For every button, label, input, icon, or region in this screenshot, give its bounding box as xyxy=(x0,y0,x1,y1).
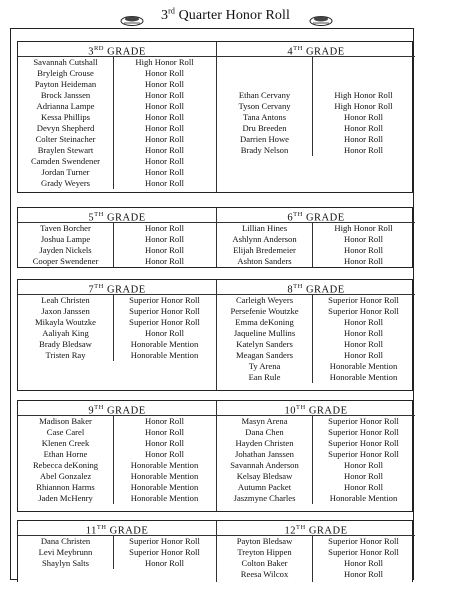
honor-row xyxy=(18,90,216,101)
student-name: Joshua Lampe xyxy=(40,234,91,244)
student-name: Rebecca deKoning xyxy=(32,460,99,470)
grade-heading: 4TH GRADE xyxy=(217,42,415,57)
honor-status: Honorable Mention xyxy=(329,372,398,382)
student-name: Colton Baker xyxy=(241,558,288,568)
honor-status: Honor Roll xyxy=(145,223,184,233)
honor-status: Honor Roll xyxy=(145,256,184,266)
honor-row xyxy=(18,256,216,267)
honor-row xyxy=(18,68,216,79)
grade-section xyxy=(217,208,415,267)
honor-row xyxy=(217,234,415,245)
honor-status: Honor Roll xyxy=(145,79,184,89)
honor-row xyxy=(217,328,415,339)
name-status-divider xyxy=(312,295,313,383)
student-name: Reesa Wilcox xyxy=(240,569,289,579)
student-name: Ashlynn Anderson xyxy=(232,234,297,244)
honor-status: Honor Roll xyxy=(344,558,383,568)
honor-status: Honor Roll xyxy=(145,101,184,111)
student-name: Katelyn Sanders xyxy=(236,339,293,349)
student-name: Emma deKoning xyxy=(235,317,294,327)
honor-status: Honor Roll xyxy=(145,167,184,177)
grade-section xyxy=(217,521,415,591)
student-name: Jaszmyne Charles xyxy=(233,493,296,503)
honor-status: Honor Roll xyxy=(145,449,184,459)
student-name: Savannah Anderson xyxy=(230,460,299,470)
honor-row xyxy=(217,438,415,449)
honor-status: Honorable Mention xyxy=(329,361,398,371)
grade-block xyxy=(17,41,413,193)
grade-section xyxy=(18,521,216,569)
student-name xyxy=(217,57,312,68)
student-name: Ashton Sanders xyxy=(237,256,292,266)
student-name: Jordan Turner xyxy=(41,167,90,177)
student-name: Ethan Cervany xyxy=(238,90,291,100)
student-name: Mikayla Woutzke xyxy=(35,317,96,327)
student-name: Tyson Cervany xyxy=(238,101,291,111)
honor-row xyxy=(217,350,415,361)
name-status-divider xyxy=(113,57,114,189)
student-name: Tristen Ray xyxy=(45,350,86,360)
name-status-divider xyxy=(312,223,313,267)
student-name: Klenen Creek xyxy=(41,438,90,448)
student-name: Rhiannon Harms xyxy=(36,482,95,492)
student-name: Ty Arena xyxy=(248,361,281,371)
honor-status: Honor Roll xyxy=(145,68,184,78)
honor-row xyxy=(217,112,415,123)
honor-row xyxy=(18,112,216,123)
honor-status: Honor Roll xyxy=(145,145,184,155)
honor-row xyxy=(18,134,216,145)
honor-status: Honor Roll xyxy=(344,317,383,327)
honor-status: Honorable Mention xyxy=(130,350,199,360)
honor-row xyxy=(217,493,415,504)
honor-status xyxy=(312,79,415,90)
honor-row xyxy=(18,547,216,558)
honor-status: High Honor Roll xyxy=(334,223,393,233)
honor-row xyxy=(217,295,415,306)
honor-row xyxy=(18,449,216,460)
student-name: Meagan Sanders xyxy=(235,350,294,360)
honor-row xyxy=(18,156,216,167)
student-name: Jaden McHenry xyxy=(38,493,93,503)
honor-status: Honorable Mention xyxy=(329,493,398,503)
page-bottom-margin xyxy=(0,582,451,600)
honor-row xyxy=(217,449,415,460)
student-name: Braylen Stewart xyxy=(37,145,94,155)
honor-status: Superior Honor Roll xyxy=(328,449,399,459)
honor-row xyxy=(217,416,415,427)
honor-status: Honor Roll xyxy=(344,234,383,244)
honor-status: Honor Roll xyxy=(344,328,383,338)
grade-section xyxy=(18,401,216,504)
grade-section xyxy=(217,401,415,504)
honor-row xyxy=(18,295,216,306)
student-name: Levi Meybrunn xyxy=(38,547,93,557)
honor-row xyxy=(18,471,216,482)
honor-status: Honor Roll xyxy=(344,134,383,144)
honor-status: Superior Honor Roll xyxy=(328,438,399,448)
name-status-divider xyxy=(113,295,114,361)
honor-status: Superior Honor Roll xyxy=(129,295,200,305)
honor-row xyxy=(217,569,415,580)
grade-section xyxy=(18,42,216,189)
honor-status xyxy=(312,68,415,79)
honor-row xyxy=(18,339,216,350)
honor-row xyxy=(18,223,216,234)
honor-status: Honor Roll xyxy=(145,123,184,133)
honor-row xyxy=(217,68,415,79)
student-name: Ean Rule xyxy=(248,372,281,382)
honor-status: Superior Honor Roll xyxy=(328,427,399,437)
name-status-divider xyxy=(312,57,313,156)
honor-status: Honor Roll xyxy=(344,339,383,349)
student-name: Abel Gonzalez xyxy=(39,471,92,481)
honor-row xyxy=(18,328,216,339)
honor-status: Honorable Mention xyxy=(130,460,199,470)
honor-row xyxy=(18,167,216,178)
honor-status: Superior Honor Roll xyxy=(328,536,399,546)
honor-row xyxy=(217,558,415,569)
student-name: Masyn Arena xyxy=(241,416,288,426)
honor-row xyxy=(18,350,216,361)
honor-row xyxy=(217,471,415,482)
honor-row xyxy=(217,123,415,134)
honor-row xyxy=(18,234,216,245)
honor-status: Honor Roll xyxy=(145,328,184,338)
honor-row xyxy=(18,558,216,569)
student-name: Jayden Nickels xyxy=(39,245,92,255)
honor-status: Superior Honor Roll xyxy=(129,317,200,327)
honor-status: Superior Honor Roll xyxy=(328,416,399,426)
honor-status: Honor Roll xyxy=(145,427,184,437)
student-name: Shaylyn Salts xyxy=(42,558,90,568)
student-name: Elijah Bredemeier xyxy=(233,245,296,255)
student-name: Brock Janssen xyxy=(40,90,91,100)
student-name: Leah Christen xyxy=(41,295,90,305)
student-name xyxy=(217,68,312,79)
honor-row xyxy=(217,547,415,558)
student-name: Case Carel xyxy=(46,427,85,437)
honor-row xyxy=(18,145,216,156)
student-name: Ethan Horne xyxy=(43,449,88,459)
honor-row xyxy=(18,123,216,134)
honor-row xyxy=(18,57,216,68)
honor-row xyxy=(18,306,216,317)
student-name: Adrianna Lampe xyxy=(36,101,95,111)
honor-status: Honor Roll xyxy=(145,416,184,426)
honor-row xyxy=(18,416,216,427)
student-name: Treyton Hippen xyxy=(237,547,292,557)
page-title: 3rd Quarter Honor Roll xyxy=(160,6,291,23)
honor-status: Honor Roll xyxy=(145,112,184,122)
honor-status: Superior Honor Roll xyxy=(129,536,200,546)
student-name: Autumn Packet xyxy=(237,482,292,492)
student-name: Aaliyah King xyxy=(42,328,89,338)
honor-status: Honor Roll xyxy=(344,471,383,481)
honor-status xyxy=(312,57,415,68)
honor-row xyxy=(217,306,415,317)
honor-row xyxy=(18,101,216,112)
honor-row xyxy=(217,361,415,372)
honor-row xyxy=(18,536,216,547)
honor-row xyxy=(217,79,415,90)
honor-row xyxy=(18,438,216,449)
honor-row xyxy=(217,536,415,547)
student-name: Devyn Shepherd xyxy=(36,123,95,133)
student-name: Dru Breeden xyxy=(242,123,287,133)
student-name: Persefenie Woutzke xyxy=(230,306,299,316)
name-status-divider xyxy=(113,223,114,267)
honor-row xyxy=(18,317,216,328)
student-name: Colter Steinacher xyxy=(35,134,96,144)
honor-status: Honor Roll xyxy=(145,90,184,100)
honor-row xyxy=(18,427,216,438)
student-name: Grady Weyers xyxy=(41,178,91,188)
name-status-divider xyxy=(312,416,313,504)
honor-status: Honor Roll xyxy=(344,145,383,155)
honor-status: Honor Roll xyxy=(145,558,184,568)
honor-status: Superior Honor Roll xyxy=(129,306,200,316)
honor-status: Honor Roll xyxy=(344,482,383,492)
honor-status: Honor Roll xyxy=(145,438,184,448)
grade-section xyxy=(18,208,216,267)
honor-row xyxy=(217,223,415,234)
honor-status: Superior Honor Roll xyxy=(328,306,399,316)
grade-section xyxy=(217,280,415,383)
honor-row xyxy=(217,482,415,493)
honor-status: Honor Roll xyxy=(344,245,383,255)
honor-row xyxy=(217,145,415,156)
honor-row xyxy=(217,427,415,438)
student-name xyxy=(217,79,312,90)
student-name: Brady Nelson xyxy=(240,145,289,155)
student-name: Jaxon Janssen xyxy=(41,306,90,316)
student-name: Lillian Hines xyxy=(241,223,288,233)
student-name: Jaqueline Mullins xyxy=(233,328,296,338)
student-name: Darrien Howe xyxy=(240,134,289,144)
honor-status: Honor Roll xyxy=(344,123,383,133)
grade-heading: 5TH GRADE xyxy=(18,208,216,223)
honor-row xyxy=(217,134,415,145)
grade-heading: 11TH GRADE xyxy=(18,521,216,536)
honor-status: Honor Roll xyxy=(344,112,383,122)
student-name: Taven Borcher xyxy=(40,223,91,233)
student-name: Payton Bledsaw xyxy=(236,536,293,546)
student-name: Brady Bledsaw xyxy=(39,339,92,349)
honor-status: Honor Roll xyxy=(344,256,383,266)
honor-row xyxy=(217,101,415,112)
honor-status: Honor Roll xyxy=(145,156,184,166)
honor-row xyxy=(18,460,216,471)
honor-status: High Honor Roll xyxy=(334,90,393,100)
grade-section xyxy=(18,280,216,361)
honor-row xyxy=(18,482,216,493)
honor-row xyxy=(217,90,415,101)
student-name: Kelsay Bledsaw xyxy=(236,471,293,481)
grade-heading: 12TH GRADE xyxy=(217,521,415,536)
honor-status: Superior Honor Roll xyxy=(328,547,399,557)
honor-row xyxy=(18,178,216,189)
student-name: Bryleigh Crouse xyxy=(37,68,94,78)
honor-status: High Honor Roll xyxy=(334,101,393,111)
honor-row xyxy=(217,339,415,350)
student-name: Hayden Christen xyxy=(235,438,294,448)
honor-row xyxy=(217,372,415,383)
student-name: Dana Chen xyxy=(245,427,284,437)
honor-row xyxy=(217,245,415,256)
grade-heading: 10TH GRADE xyxy=(217,401,415,416)
student-name: Savannah Cutshall xyxy=(33,57,98,67)
honor-status: Honor Roll xyxy=(145,134,184,144)
grade-heading: 7TH GRADE xyxy=(18,280,216,295)
honor-status: Honor Roll xyxy=(145,178,184,188)
honor-row xyxy=(18,79,216,90)
student-name: Payton Heideman xyxy=(34,79,97,89)
honor-row xyxy=(18,493,216,504)
honor-status: Honor Roll xyxy=(145,245,184,255)
grade-block xyxy=(17,520,413,586)
grade-block xyxy=(17,400,413,512)
student-name: Dana Christen xyxy=(40,536,91,546)
honor-row xyxy=(18,245,216,256)
grade-block xyxy=(17,207,413,268)
honor-status: Honorable Mention xyxy=(130,471,199,481)
name-status-divider xyxy=(113,416,114,504)
name-status-divider xyxy=(113,536,114,569)
grade-heading: 6TH GRADE xyxy=(217,208,415,223)
grade-heading: 3RD GRADE xyxy=(18,42,216,57)
honor-status: Honorable Mention xyxy=(130,482,199,492)
honor-status: Honorable Mention xyxy=(130,339,199,349)
honor-status: Superior Honor Roll xyxy=(328,295,399,305)
honor-status: Honorable Mention xyxy=(130,493,199,503)
honor-status: Honor Roll xyxy=(344,569,383,579)
honor-status: Honor Roll xyxy=(344,350,383,360)
honor-status: Honor Roll xyxy=(145,234,184,244)
student-name: Carleigh Weyers xyxy=(235,295,294,305)
honor-status: Superior Honor Roll xyxy=(129,547,200,557)
honor-status: Honor Roll xyxy=(344,460,383,470)
grade-section xyxy=(217,42,415,156)
grade-heading: 9TH GRADE xyxy=(18,401,216,416)
honor-row xyxy=(217,57,415,68)
student-name: Johathan Janssen xyxy=(235,449,294,459)
student-name: Madison Baker xyxy=(39,416,92,426)
honor-row xyxy=(217,256,415,267)
student-name: Cooper Swendener xyxy=(32,256,99,266)
honor-row xyxy=(217,317,415,328)
student-name: Camden Swendener xyxy=(31,156,100,166)
student-name: Kessa Phillips xyxy=(41,112,90,122)
grade-heading: 8TH GRADE xyxy=(217,280,415,295)
student-name: Tana Antons xyxy=(242,112,287,122)
honor-status: High Honor Roll xyxy=(135,57,194,67)
grade-block xyxy=(17,279,413,391)
honor-row xyxy=(217,460,415,471)
